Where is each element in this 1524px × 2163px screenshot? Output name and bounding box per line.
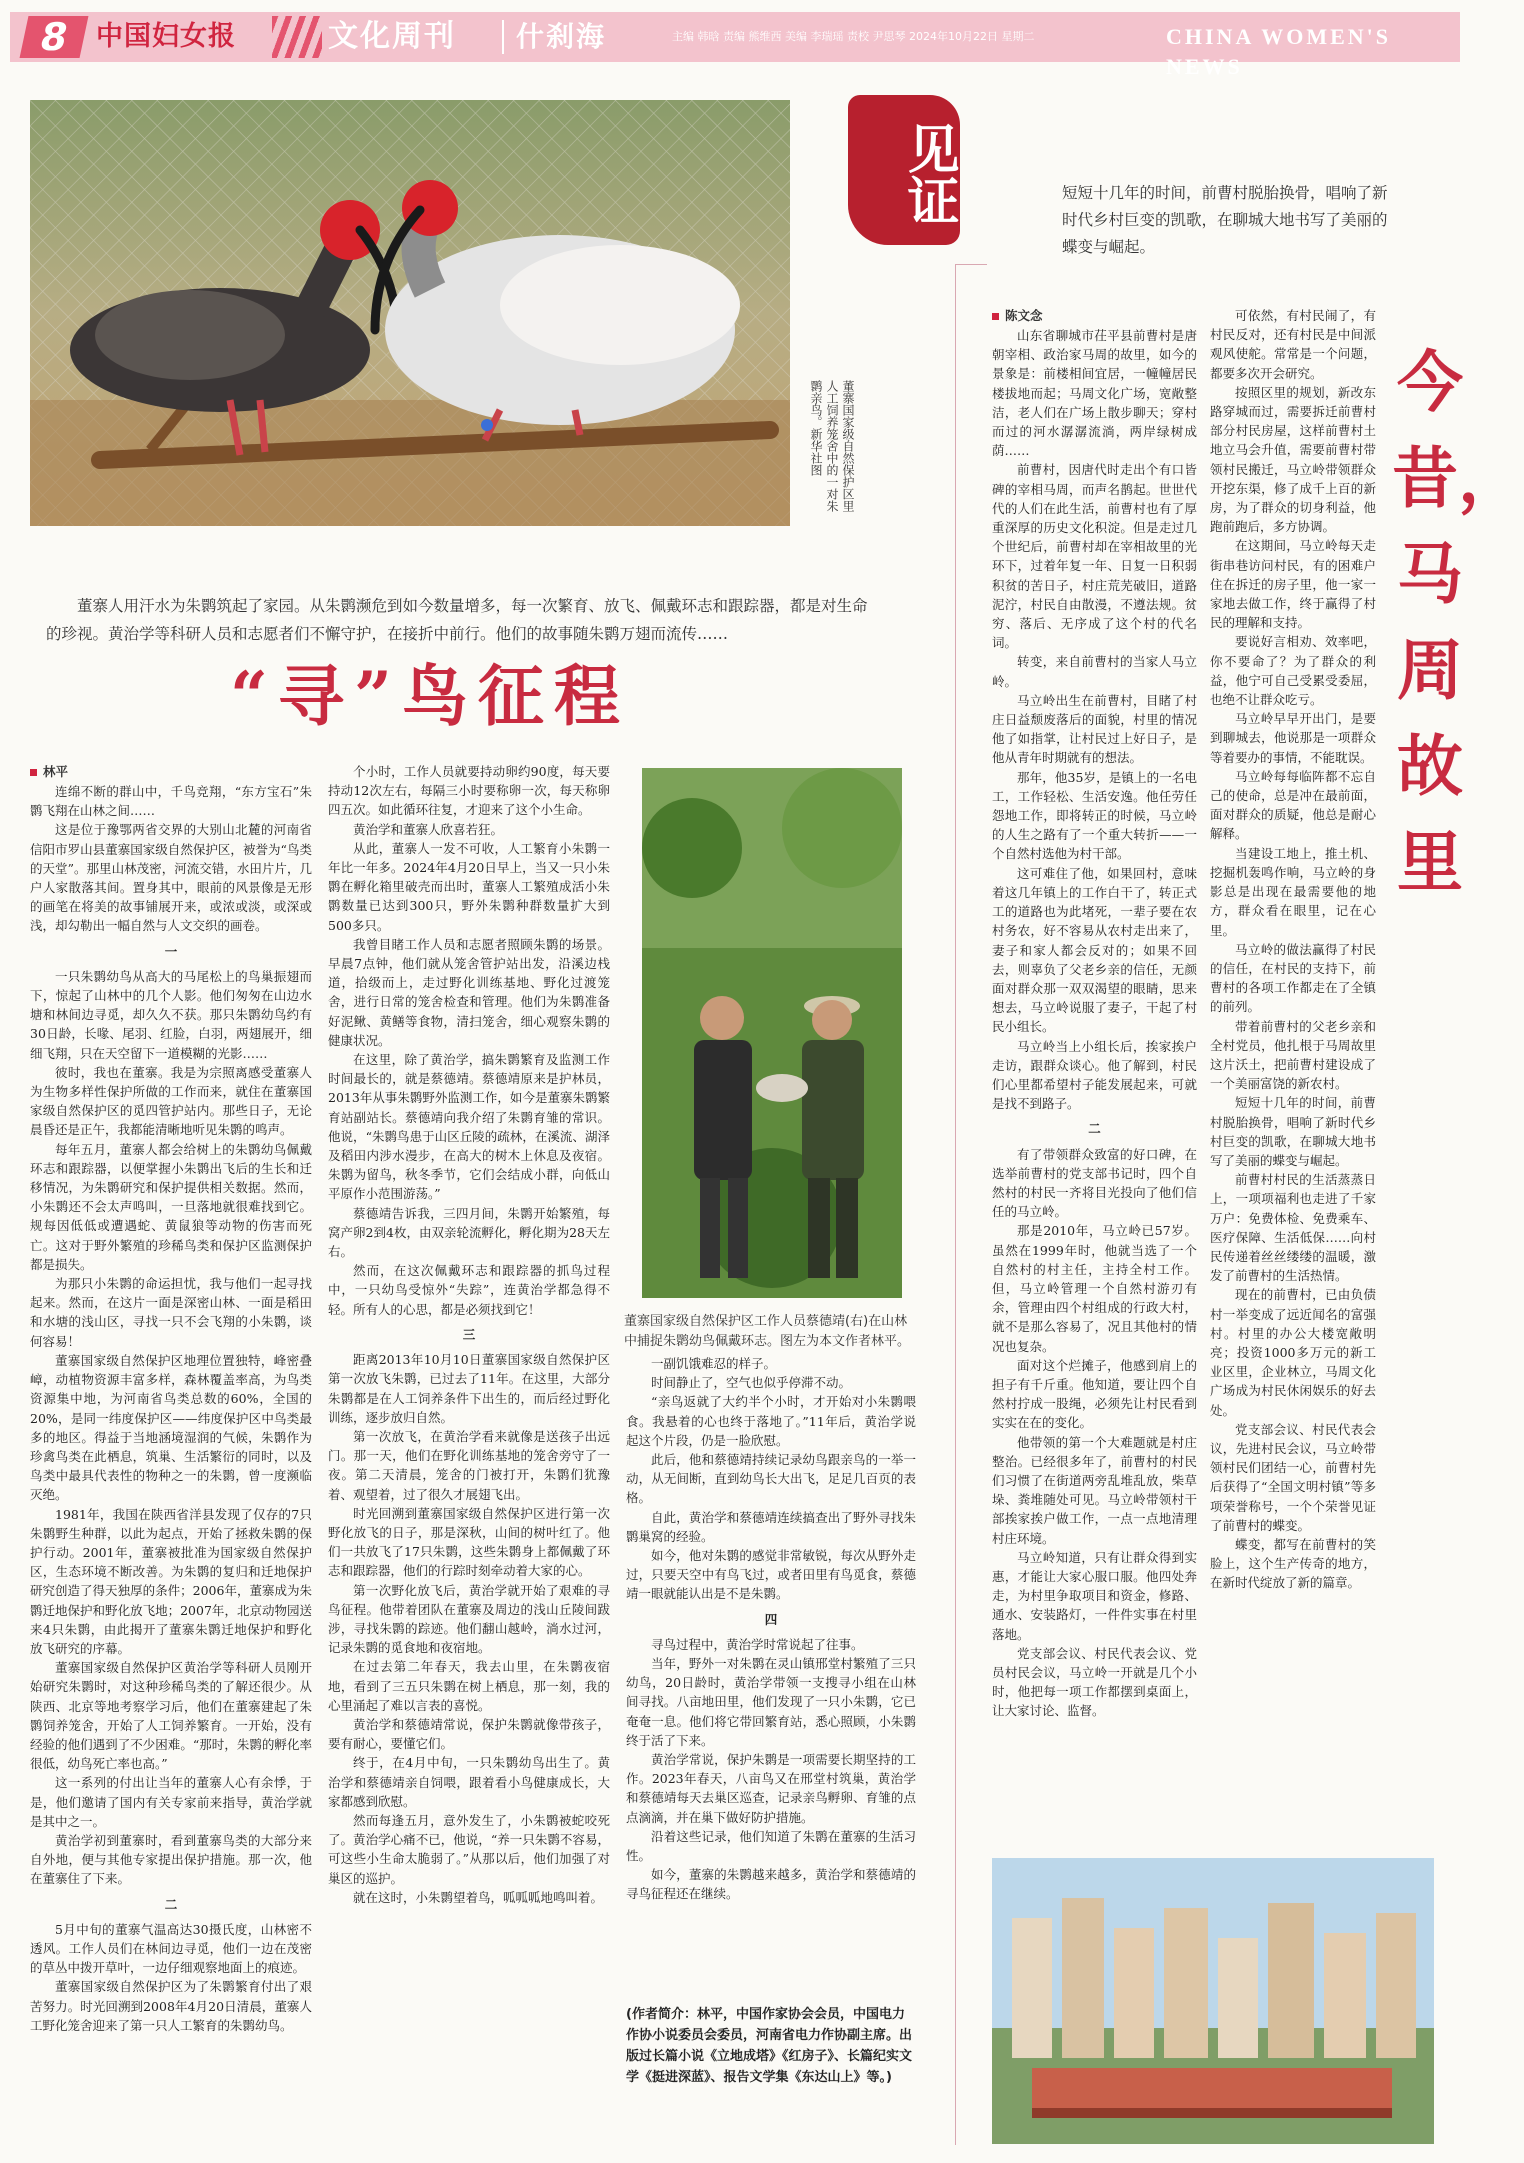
article1-col2-text <box>328 762 610 1907</box>
article2-byline: 陈文念 <box>992 306 1197 326</box>
paragraph: 有了带领群众致富的好口碑，在选举前曹村的党支部书记时，四个自然村的村民一齐将目光投向了他们信任的马立岭。 <box>992 1146 1197 1220</box>
section-number: 三 <box>462 1326 476 1342</box>
section-title: 文化周刊 <box>328 19 456 54</box>
paragraph: 为那只小朱鹮的命运担忧，我与他们一起寻找起来。然而，在这片一面是深密山林、一面是稻田和水塘的浅山区，寻找一只不会飞翔的小朱鹮，谈何容易！ <box>30 1276 312 1349</box>
column-title: 什刹海 <box>516 20 607 53</box>
paragraph: 马立岭出生在前曹村，目睹了村庄日益颓废落后的面貌，村里的情况他了如指掌，让村民过上好日子，是他从青年时期就有的想法。 <box>992 692 1197 766</box>
paragraph: 然而，在这次佩戴环志和跟踪器的抓鸟过程中，一只幼鸟受惊外“失踪”，连黄治学都急得不轻。所有人的心思，都是必须找到它！ <box>328 1263 610 1317</box>
paragraph: 从此，董寨人一发不可收，人工繁育小朱鹮一年比一年多。2024年4月20日早上，当又一只小朱鹮在孵化箱里破壳而出时，董寨人工繁殖成活小朱鹮数量已达到300只，野外朱鹮种群数量扩大到500多只。 <box>328 840 610 933</box>
paragraph: 第一次野化放飞后，黄治学就开始了艰难的寻鸟征程。他带着团队在董寨及周边的浅山丘陵间跋涉，寻找朱鹮的踪迹。他们翻山越岭，淌水过河，记录朱鹮的觅食地和夜宿地。 <box>328 1582 610 1656</box>
article1-col1-text <box>30 782 312 2035</box>
paragraph: 我曾目睹工作人员和志愿者照顾朱鹮的场景。早晨7点钟，他们就从笼舍管护站出发，沿溪边栈道，拾级而上，走过野化训练基地、野化过渡笼舍，进行日常的笼舍检查和管理。他们为朱鹮准备好泥鳅、黄鳝等食物，清扫笼舍，细心观察朱鹮的健康状况。 <box>328 936 610 1048</box>
paragraph: 转变，来自前曹村的当家人马立岭。 <box>992 654 1197 689</box>
witness-seal: 见证 <box>848 95 960 245</box>
paragraph: 带着前曹村的父老乡亲和全村党员，他扎根于马周故里这片沃土，把前曹村建设成了一个美丽富饶的新农村。 <box>1210 1018 1376 1092</box>
paragraph: 这一系列的付出让当年的董寨人心有余悸，于是，他们邀请了国内有关专家前来指导，黄治学就是其中之一。 <box>30 1775 312 1829</box>
paragraph: 面对这个烂摊子，他感到肩上的担子有千斤重。他知道，要让四个自然村拧成一股绳，必须先让村民看到实实在在的变化。 <box>992 1357 1197 1431</box>
hero-photo-caption: 董寨国家级自然保护区里人工饲养笼舍中的一对朱鹮亲鸟。新华社图 <box>809 380 855 512</box>
paragraph: 党支部会议、村民代表会议，先进村民会议，马立岭带领村民们团结一心，前曹村先后获得了“全国文明村镇”等多项荣誉称号，一个个荣誉见证了前曹村的蝶变。 <box>1210 1421 1376 1533</box>
village-illustration <box>992 1858 1434 2144</box>
paragraph: 马立岭知道，只有让群众得到实惠，才能让大家心服口服。他四处奔走，为村里争取项目和资金，修路、通水、安装路灯，一件件实事在村里落地。 <box>992 1549 1197 1642</box>
article1-column-1 <box>30 762 312 2142</box>
newspaper-logo: 中国妇女报 <box>96 21 236 52</box>
paragraph: 如今，董寨的朱鹮越来越多，黄治学和蔡德靖的寻鸟征程还在继续。 <box>626 1867 916 1902</box>
ibis-illustration <box>30 100 790 526</box>
article1-byline: 林平 <box>30 762 312 782</box>
section-divider <box>955 265 956 2145</box>
paragraph: 短短十几年的时间，前曹村脱胎换骨，唱响了新时代乡村巨变的凯歌，在聊城大地书写了美丽的蝶变与崛起。 <box>1210 1095 1376 1168</box>
article2-column-1 <box>992 306 1197 1846</box>
section-number: 二 <box>1088 1121 1101 1137</box>
paragraph: 彼时，我也在董寨。我是为宗照离感受董寨人为生物多样性保护所做的工作而来，就住在董寨国家级自然保护区的觅四管护站内。那些日子，无论晨昏还是正午，我都能清晰地听见朱鹮的鸣声。 <box>30 1064 312 1138</box>
english-name: CHINA WOMEN'S NEWS <box>1166 24 1392 79</box>
paragraph: 自此，黄治学和蔡德靖连续搞查出了野外寻找朱鹮巢窝的经验。 <box>626 1509 916 1544</box>
author-bio: (作者简介：林平，中国作家协会会员，中国电力作协小说委员会委员，河南省电力作协副主席。出版过长篇小说《立地成塔》《红房子》、长篇纪实文学《挺进深蓝》、报告文学集《东达山上》等。) <box>626 2007 913 2085</box>
paragraph: 董寨国家级自然保护区地理位置独特，峰密叠嶂，动植物资源丰富多样，森林覆盖率高，为鸟类资源集中地，为河南省鸟类总数的60%，全国的20%，是同一纬度保护区——纬度保护区中鸟类最多的地区。得益于当地涵境湿润的气候，朱鹮作为珍禽鸟类在此栖息，筑巢、生活繁衍的同时，以及鸟类中最具代表性的物种之一的朱鹮，曾一度濒临灭绝。 <box>30 1352 312 1503</box>
article1-lede: 董寨人用汗水为朱鹮筑起了家园。从朱鹮濒危到如今数量增多，每一次繁育、放飞、佩戴环志和跟踪器，都是对生命的珍视。黄治学等科研人员和志愿者们不懈守护，在接折中前行。他们的故事随朱鹮万翅而流传…… <box>46 597 868 643</box>
paragraph: 终于，在4月中旬，一只朱鹮幼鸟出生了。黄治学和蔡德靖亲自饲喂，跟着看小鸟健康成长，大家都感到欣慰。 <box>328 1755 610 1809</box>
paragraph: 寻鸟过程中，黄治学时常说起了往事。 <box>651 1636 864 1652</box>
paragraph: 沿着这些记录，他们知道了朱鹮在董寨的生活习性。 <box>626 1828 916 1864</box>
paragraph: 然而每逢五月，意外发生了，小朱鹮被蛇咬死了。黄治学心痛不已，他说，“养一只朱鹮不容易，可这些小生命太脆弱了。”从那以后，他们加强了对巢区的巡护。 <box>328 1812 610 1886</box>
paragraph: 个小时，工作人员就要持动卵约90度，每天要持动12次左右，每隔三小时要称卵一次，每天称卵四五次。如此循环往复，才迎来了这个小生命。 <box>328 764 610 818</box>
paragraph: 一只朱鹮幼鸟从高大的马尾松上的鸟巢振翅而下，惊起了山林中的几个人影。他们匆匆在山边水塘和林间边寻觅，却久久不获。那只朱鹮幼鸟约有30日龄，长喙、尾羽、红脸，白羽，两翅展开，细细飞翔，只在天空留下一道模糊的光影…… <box>30 968 312 1061</box>
paragraph: 要说好言相劝、效率吧，你不要命了？为了群众的利益，他宁可自己受累受委屈，也绝不让群众吃亏。 <box>1210 634 1376 708</box>
paragraph: 一副饥饿难忍的样子。 <box>651 1356 777 1371</box>
paragraph: 蔡德靖告诉我，三四月间，朱鹮开始繁殖，每窝产卵2到4枚，由双亲轮流孵化，孵化期为28天左右。 <box>328 1205 610 1260</box>
masthead-divider <box>502 20 504 54</box>
paragraph: 马立岭的做法赢得了村民的信任，在村民的支持下，前曹村的各项工作都走在了全镇的前列。 <box>1210 941 1376 1015</box>
paragraph: 在这期间，马立岭每天走街串巷访问村民，有的困难户住在拆迁的房子里，他一家一家地去做工作，终于赢得了村民的理解和支持。 <box>1210 538 1376 631</box>
article1-column-2 <box>328 762 610 2142</box>
ibis-photo <box>30 100 790 526</box>
paragraph: 时光回溯到董寨国家级自然保护区进行第一次野化放飞的日子，那是深秋，山间的树叶红了。他们一共放飞了17只朱鹮，这些朱鹮身上都佩戴了环志和跟踪器，他们的行踪时刻牵动着大家的心。 <box>328 1505 610 1579</box>
paragraph: 山东省聊城市茌平县前曹村是唐朝宰相、政治家马周的故里，如今的景象是：前楼相间宜居，一幢幢居民楼拔地而起；马周文化广场，宽敞整洁，老人们在广场上散步聊天；穿村而过的河水潺潺流淌，两岸绿树成荫…… <box>992 328 1197 459</box>
paragraph: “亲鸟返就了大约半个小时，才开始对小朱鹮喂食。我悬着的心也终于落地了。”11年后，黄治学说起这个片段，仍是一脸欣慰。 <box>626 1394 916 1448</box>
paragraph: 黄治学常说，保护朱鹮是一项需要长期坚持的工作。2023年春天，八亩鸟又在邢堂村筑巢，黄治学和蔡德靖每天去巢区巡查，记录亲鸟孵卵、育雏的点点滴滴，并在巢下做好防护措施。 <box>626 1752 916 1825</box>
paragraph: 前曹村村民的生活蒸蒸日上，一项项福利也走进了千家万户：免费体检、免费乘车、医疗保障、生活低保……向村民传递着丝丝缕缕的温暖，激发了前曹村的生活热情。 <box>1210 1172 1376 1284</box>
paragraph: 第一次放飞，在黄治学看来就像是送孩子出远门。那一天，他们在野化训练基地的笼舍旁守了一夜。第二天清晨，笼舍的门被打开，朱鹮们犹豫着、观望着，过了很久才展翅飞出。 <box>328 1428 610 1502</box>
article1-col3-text <box>626 1354 916 1904</box>
paragraph: 此后，他和蔡德靖持续记录幼鸟跟亲鸟的一举一动，从无间断，直到幼鸟长大出飞，足足几百页的表格。 <box>626 1452 916 1506</box>
decorative-stripes <box>272 16 322 58</box>
paragraph: 在过去第二年春天，我去山里，在朱鹮夜宿地，看到了三五只朱鹮在树上栖息，那一刻，我的心里涌起了难以言表的喜悦。 <box>328 1659 610 1713</box>
section-number: 四 <box>764 1611 778 1627</box>
field-work-illustration <box>642 768 902 1298</box>
paragraph: 党支部会议、村民代表会议、党员村民会议，马立岭一开就是几个小时，他把每一项工作都摆到桌面上，让大家讨论、监督。 <box>992 1645 1197 1719</box>
paragraph: 马立岭每每临阵都不忘自己的使命，总是冲在最前面，面对群众的质疑，他总是耐心解释。 <box>1210 768 1376 842</box>
paragraph: 每年五月，董寨人都会给树上的朱鹮幼鸟佩戴环志和跟踪器，以便掌握小朱鹮出飞后的生长和迁移情况，为朱鹮研究和保护提供相关数据。然而，小朱鹮还不会太声鸣叫，一旦落地就很难找到它。规每因低低或遭遇蛇、黄鼠狼等动物的伤害而死亡。这对于野外繁殖的珍稀鸟类和保护区监测保护都是损失。 <box>30 1141 312 1272</box>
article2-title: 今昔，马周故里 <box>1392 343 1524 901</box>
section-number: 一 <box>164 943 178 959</box>
field-work-caption: 董寨国家级自然保护区工作人员蔡德靖(右)在山林中捕捉朱鹮幼鸟佩戴环志。图左为本文作者林平。 <box>624 1314 911 1349</box>
paragraph: 当建设工地上，推土机、挖掘机轰鸣作响，马立岭的身影总是出现在最需要他的地方，群众看在眼里，记在心里。 <box>1210 845 1376 938</box>
paragraph: 那年，他35岁，是镇上的一名电工，工作轻松、生活安逸。他任劳任怨地工作，即将转正的时候，马立岭的人生之路有了一个重大转折——一个自然村选他为村干部。 <box>992 769 1197 862</box>
paragraph: 5月中旬的董寨气温高达30摄氏度，山林密不透风。工作人员们在林间边寻觅，他们一边在茂密的草丛中拨开草叶，一边仔细观察地面上的痕迹。 <box>30 1921 312 1976</box>
article2-col2-text <box>1210 306 1376 1593</box>
paragraph: 黄治学和董寨人欣喜若狂。 <box>353 821 504 837</box>
paragraph: 那是2010年，马立岭已57岁。虽然在1999年时，他就当选了一个自然村的村主任，主持全村工作。但，马立岭管理一个自然村游刃有余，管理由四个村组成的行政大村，就不是那么容易了，况且其他村的情况也复杂。 <box>992 1223 1197 1354</box>
paragraph: 黄治学初到董寨时，看到董寨鸟类的大部分来自外地，便与其他专家提出保护措施。那一次，他在董寨住了下来。 <box>30 1832 312 1887</box>
masthead <box>10 12 1460 79</box>
paragraph: 1981年，我国在陕西省洋县发现了仅存的7只朱鹮野生种群，以此为起点，开始了拯救朱鹮的保护行动。2001年，董寨被批准为国家级自然保护区，生态环境不断改善。为朱鹮的复归和迁地保护研究创造了得天独厚的条件；2006年，董寨成为朱鹮迁地保护和野化放飞地；2007年，北京动物园送来4只朱鹮，由此揭开了董寨朱鹮迁地保护和野化放飞研究的序幕。 <box>30 1506 312 1656</box>
paragraph: 就在这时，小朱鹮望着鸟，呱呱呱地鸣叫着。 <box>353 1889 604 1905</box>
paragraph: 前曹村，因唐代时走出个有口皆碑的宰相马周，而声名鹊起。世世代代的人们在此生活，前曹村也有了厚重深厚的历史文化积淀。但是走过几个世纪后，前曹村却在宰相故里的光环下，过着年复一年、日复一日积弱积贫的苦日子，村庄荒芜破旧，道路泥泞，村民自由散漫，不遵法规。贫穷、落后、无序成了这个村的代名词。 <box>992 462 1197 651</box>
paragraph: 可依然，有村民闹了，有村民反对，还有村民是中间派观风使舵。常常是一个问题，都要多次开会研究。 <box>1210 308 1376 381</box>
paragraph: 当年，野外一对朱鹮在灵山镇邢堂村繁殖了三只幼鸟，20日龄时，黄治学带领一支搜寻小组在山林间寻找。八亩地田里，他们发现了一只小朱鹮，它已奄奄一息。他们将它带回繁育站，悉心照顾，小朱鹮终于活了下来。 <box>626 1656 916 1748</box>
article2-col1-text <box>992 326 1197 1721</box>
article2-column-2 <box>1210 306 1376 1846</box>
paragraph: 马立岭早早开出门，是要到聊城去，他说那是一项群众等着要办的事情，不能耽误。 <box>1210 711 1376 765</box>
page-number: 8 <box>20 16 89 58</box>
paragraph: 这可难住了他，如果回村，意味着这几年镇上的工作白干了，转正式工的道路也为此堵死，一辈子要在农村务农，好不容易从农村走出来了，妻子和家人都会反对的；如果不回去，则辜负了父老乡亲的信任，无颜面对群众那一双双渴望的眼睛，思来想去，马立岭说服了妻子，干起了村民小组长。 <box>992 865 1197 1035</box>
paragraph: 他带领的第一个大难题就是村庄整治。已经很多年了，前曹村的村民们习惯了在街道两旁乱堆乱放，柴草垛、粪堆随处可见。马立岭带领村干部挨家挨户做工作，一点一点地清理村庄环境。 <box>992 1434 1197 1546</box>
section-number: 二 <box>164 1896 178 1912</box>
paragraph: 现在的前曹村，已由负债村一举变成了远近闻名的富强村。村里的办公大楼宽敞明亮；投资1000多万元的新工业区里，企业林立，马周文化广场成为村民休闲娱乐的好去处。 <box>1210 1287 1376 1418</box>
paragraph: 马立岭当上小组长后，挨家挨户走访，跟群众谈心。他了解到，村民们心里都希望村子能发展起来，可就是找不到路子。 <box>992 1038 1197 1112</box>
section-divider-top <box>955 264 987 265</box>
paragraph: 时间静止了，空气也似乎停滞不动。 <box>651 1375 852 1391</box>
article1-headline: “寻”鸟征程 <box>230 657 630 735</box>
paragraph: 这是位于豫鄂两省交界的大别山北麓的河南省信阳市罗山县董寨国家级自然保护区，被誉为“鸟类的天堂”。那里山林茂密，河流交错，水田片片，几户人家散落其间。置身其中，眼前的风景像是无形的画笔在将美的故事铺展开来，或浓或淡，或深或浅，却勾勒出一幅自然与人文交织的画卷。 <box>30 822 312 934</box>
paragraph: 蝶变，都写在前曹村的笑脸上，这个生产传奇的地方，在新时代绽放了新的篇章。 <box>1210 1537 1376 1591</box>
editor-credits: 主编 韩晗 责编 熊维西 美编 李瑞瑶 责校 尹思琴 2024年10月22日 星期二 <box>672 30 1035 43</box>
paragraph: 距离2013年10月10日董寨国家级自然保护区第一次放飞朱鹮，已过去了11年。在这里，大部分朱鹮都是在人工饲养条件下出生的，而后经过野化训练，逐步放归自然。 <box>328 1352 610 1425</box>
paragraph: 董寨国家级自然保护区为了朱鹮繁育付出了艰苦努力。时光回溯到2008年4月20日清晨，董寨人工野化笼舍迎来了第一只人工繁育的朱鹮幼鸟。 <box>30 1979 312 2033</box>
village-photo <box>992 1858 1434 2144</box>
paragraph: 在这里，除了黄治学，搞朱鹮繁育及监测工作时间最长的，就是蔡德靖。蔡德靖原来是护林员，2013年从事朱鹮野外监测工作，如今是董寨朱鹮繁育站副站长。蔡德靖向我介绍了朱鹮育雏的常识。他说，“朱鹮鸟患于山区丘陵的疏林，在溪流、湖泽及稻田内涉水漫步，在高大的树木上休息及夜宿。朱鹮为留鸟，秋冬季节，它们会结成小群，向低山平原作小范围游荡。” <box>328 1052 610 1202</box>
paragraph: 董寨国家级自然保护区黄治学等科研人员刚开始研究朱鹮时，对这种珍稀鸟类的了解还很少。从陕西、北京等地考察学习后，他们在董寨建起了朱鹮饲养笼舍，开始了人工饲养繁育。一开始，没有经验的他们遇到了不少困难。“那时，朱鹮的孵化率很低，幼鸟死亡率也高。” <box>30 1660 312 1772</box>
paragraph: 黄治学和蔡德靖常说，保护朱鹮就像带孩子，要有耐心，要懂它们。 <box>328 1716 610 1752</box>
paragraph: 连绵不断的群山中，千鸟竞翔，“东方宝石”朱鹮飞翔在山林之间…… <box>30 784 312 819</box>
article2-lede: 短短十几年的时间，前曹村脱胎换骨，唱响了新时代乡村巨变的凯歌，在聊城大地书写了美丽的蝶变与崛起。 <box>1062 184 1388 256</box>
paragraph: 如今，他对朱鹮的感觉非常敏锐，每次从野外走过，只要天空中有鸟飞过，或者田里有鸟觅食，蔡德靖一眼就能认出是不是朱鹮。 <box>626 1548 916 1602</box>
field-work-photo <box>642 768 902 1298</box>
article1-column-3 <box>626 1354 916 1998</box>
paragraph: 按照区里的规划，新改东路穿城而过，需要拆迁前曹村部分村民房屋，这样前曹村土地立马会升值，需要前曹村带领村民搬迁，马立岭带领群众开挖东渠，修了成千上百的新房，为了群众的切身利益，他跑前跑后，多方协调。 <box>1210 384 1376 535</box>
